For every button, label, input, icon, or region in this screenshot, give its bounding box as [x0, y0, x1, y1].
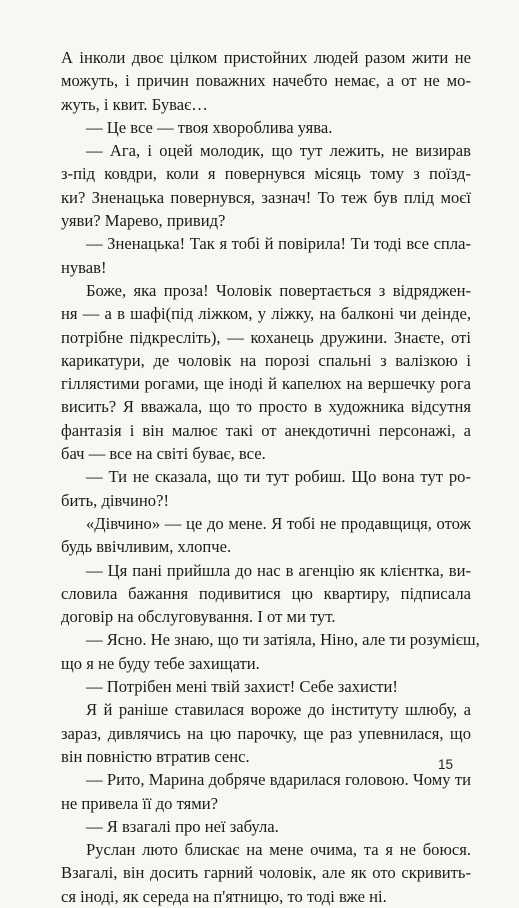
text-line: гіллястими рогами, ще іноді й капелюх на вершечку рога	[61, 374, 471, 394]
text-line: карикатури, де чоловік на порозі спальні з валізкою і	[61, 350, 471, 370]
text-line: фантазія і він малює такі от анекдотичні персонажі, а	[61, 420, 471, 440]
book-page-text	[61, 46, 480, 908]
text-line: Я й раніше ставилася вороже до інституту шлюбу, а	[86, 700, 471, 720]
text-line: ки? Зненацька повернувся, зазнач! То теж був плід моєї	[61, 187, 471, 207]
text-line: — Рито, Марина добряче вдарилася головою. Чому ти	[86, 770, 471, 790]
text-line: «Дівчино» — це до мене. Я тобі не продавщиця, отож	[86, 513, 471, 533]
text-line: він повністю втратив сенс.	[61, 746, 250, 766]
text-line: А інколи двоє цілком пристойних людей разом жити не	[61, 48, 471, 67]
page-number: 15	[438, 757, 454, 772]
text-line: — Потрібен мені твій захист! Себе захисти!	[86, 677, 398, 697]
text-line: словила бажання подивитися цю квартиру, підписала	[61, 583, 471, 603]
text-line: можуть, і причин поважних начебто немає, а от не мо-	[61, 71, 471, 91]
text-line: — Зненацька! Так я тобі й повірила! Ти тоді все спла-	[86, 234, 471, 254]
text-line: — Це все — твоя хвороблива уява.	[86, 117, 333, 137]
text-line: нував!	[61, 257, 107, 277]
text-line: висить? Я вважала, що то просто в художника відсутня	[61, 397, 471, 417]
text-line: будь ввічливим, хлопче.	[61, 537, 232, 557]
text-line: потрібне підкресліть), — коханець дружини. Знаєте, оті	[61, 327, 471, 347]
text-line: бить, дівчино?!	[61, 490, 169, 510]
text-line: Взагалі, він досить гарний чоловік, але як ото скривить-	[61, 863, 471, 883]
text-line: договір на обслуговування. І от ми тут.	[61, 607, 336, 627]
text-line: зараз, дивлячись на цю парочку, ще раз упевнилася, що	[61, 723, 471, 743]
text-line: жуть, і квит. Буває…	[61, 94, 208, 114]
text-line: — Ага, і оцей молодик, що тут лежить, не визирав	[86, 141, 471, 161]
text-line: що я не буду тебе захищати.	[61, 653, 260, 673]
text-line: — Ця пані прийшла до нас в агенцію як клієнтка, ви-	[86, 560, 471, 580]
text-line: не привела її до тями?	[61, 793, 219, 813]
text-line: бач — все на світі буває, все.	[61, 444, 266, 464]
text-line: — Ти не сказала, що ти тут робиш. Що вона тут ро-	[86, 467, 471, 487]
text-line: з-під ковдри, коли я повернувся місяць тому з поїзд-	[61, 164, 471, 184]
text-line: Руслан люто блискає на мене очима, та я не боюся.	[86, 840, 471, 860]
text-line: Боже, яка проза! Чоловік повертається з відряджен-	[86, 280, 471, 300]
text-line: ся іноді, як середа на п'ятницю, то тоді вже ні.	[61, 886, 387, 906]
text-line: — Ясно. Не знаю, що ти затіяла, Ніно, але ти розумієш,	[86, 630, 480, 650]
text-line: уяви? Марево, привид?	[61, 211, 226, 231]
text-line: — Я взагалі про неї забула.	[86, 816, 279, 836]
text-line: ня — а в шафі(під ліжком, у ліжку, на балконі чи деінде,	[61, 304, 471, 324]
